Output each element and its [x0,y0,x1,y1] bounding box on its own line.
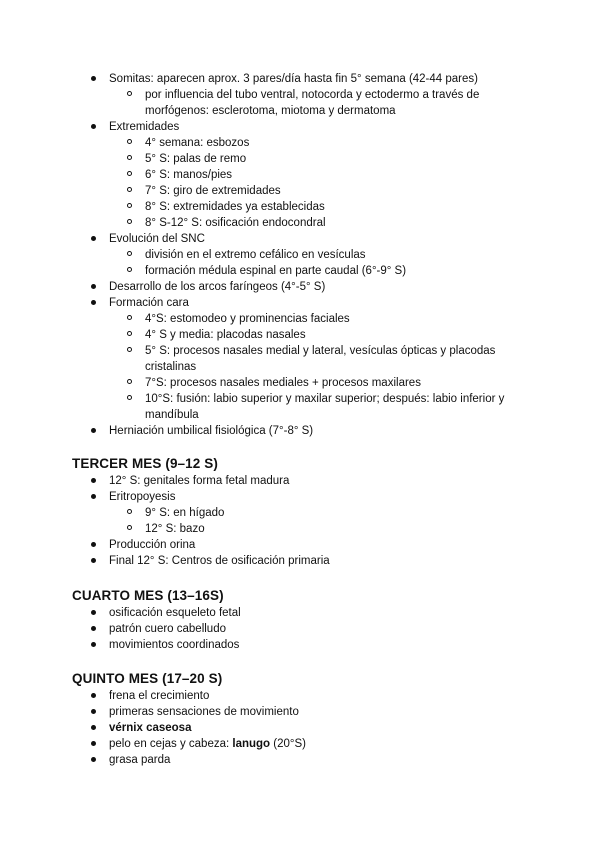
bullet-dot-icon [91,741,96,746]
item-text: 7°S: procesos nasales mediales + procesos maxilares [145,377,421,389]
bullet-circle-icon [127,219,132,224]
bullet-dot-icon [91,642,96,647]
list-item [109,720,600,736]
bullet-dot-icon [91,542,96,547]
bullet-circle-icon [127,347,132,352]
item-text: Eritropoyesis [109,491,176,503]
list-item [109,553,600,569]
sub-list-item [145,167,600,183]
section-heading: TERCER MES (9–12 S) [72,456,218,471]
bullet-list [0,473,600,569]
bullet-circle-icon [127,315,132,320]
sub-list [109,505,600,537]
sub-list-item [145,391,529,423]
item-text-bold: vérnix caseosa [109,722,192,734]
list-item [109,119,600,231]
list-item [109,231,600,279]
bullet-circle-icon [127,203,132,208]
sub-list-item [145,199,600,215]
item-text: 6° S: manos/pies [145,169,233,181]
bullet-circle-icon [127,509,132,514]
list-item [109,473,600,489]
list-item [109,537,600,553]
bullet-dot-icon [91,757,96,762]
bullet-dot-icon [91,626,96,631]
section-heading: QUINTO MES (17–20 S) [72,671,223,686]
sub-list-item [145,505,600,521]
item-text: Desarrollo de los arcos faríngeos (4°-5° S) [109,281,326,293]
bullet-dot-icon [91,284,96,289]
bullet-circle-icon [127,187,132,192]
bullet-dot-icon [91,725,96,730]
item-text: 4° semana: esbozos [145,137,250,149]
item-text: formación médula espinal en parte caudal (6°-9° S) [145,265,407,277]
item-text: 8° S-12° S: osificación endocondral [145,217,326,229]
bullet-circle-icon [127,267,132,272]
bullet-circle-icon [127,139,132,144]
list-item [109,605,600,621]
item-text: 10°S: fusión: labio superior y maxilar superior; después: labio inferior y mandíbula [145,393,505,421]
item-text: pelo en cejas y cabeza: [109,738,233,750]
item-text: división en el extremo cefálico en vesículas [145,249,366,261]
item-text: Final 12° S: Centros de osificación primaria [109,555,330,567]
sub-list [109,87,600,119]
sub-list-item [145,215,600,231]
bullet-circle-icon [127,155,132,160]
sub-list [109,311,600,423]
item-text: patrón cuero cabelludo [109,623,226,635]
bullet-dot-icon [91,428,96,433]
item-text: 9° S: en hígado [145,507,225,519]
bullet-dot-icon [91,236,96,241]
sub-list-item [145,375,600,391]
section-quinto-mes [0,670,600,768]
item-text: 4° S y media: placodas nasales [145,329,306,341]
item-text: primeras sensaciones de movimiento [109,706,299,718]
item-text: 7° S: giro de extremidades [145,185,281,197]
item-text: por influencia del tubo ventral, notocorda y ectodermo a través de morfógenos: esclerotoma, miotoma y dermatoma [145,89,480,117]
sub-list-item [145,343,529,375]
item-text-bold: lanugo [232,738,271,750]
item-text: movimientos coordinados [109,639,240,651]
bullet-dot-icon [91,610,96,615]
bullet-dot-icon [91,693,96,698]
list-item [109,637,600,653]
item-text: Somitas: aparecen aprox. 3 pares/día hasta fin 5° semana (42-44 pares) [109,73,478,85]
list-item [109,688,600,704]
sub-list-item [145,521,600,537]
bullet-circle-icon [127,331,132,336]
item-text: Evolución del SNC [109,233,205,245]
bullet-dot-icon [91,124,96,129]
list-item [109,752,600,768]
bullet-circle-icon [127,251,132,256]
item-text: 5° S: palas de remo [145,153,247,165]
bullet-dot-icon [91,478,96,483]
item-text: Formación cara [109,297,189,309]
sub-list [109,247,600,279]
list-item [109,621,600,637]
sub-list-item [145,247,600,263]
sub-list-item [145,183,600,199]
section-cuarto-mes [0,587,600,653]
item-text: 8° S: extremidades ya establecidas [145,201,325,213]
sub-list-item [145,263,600,279]
item-text: grasa parda [109,754,171,766]
bullet-dot-icon [91,709,96,714]
list-item [109,279,600,295]
bullet-dot-icon [91,300,96,305]
section-heading: CUARTO MES (13–16S) [72,588,224,603]
bullet-list [0,688,600,768]
list-item [109,736,600,752]
item-text: 12° S: genitales forma fetal madura [109,475,290,487]
bullet-circle-icon [127,395,132,400]
item-text: frena el crecimiento [109,690,210,702]
item-text: 5° S: procesos nasales medial y lateral, vesículas ópticas y placodas cristalinas [145,345,496,373]
bullet-dot-icon [91,494,96,499]
item-text: 12° S: bazo [145,523,205,535]
bullet-circle-icon [127,171,132,176]
sub-list [109,135,600,231]
section-continued [0,71,600,439]
section-tercer-mes [0,455,600,569]
bullet-circle-icon [127,91,132,96]
list-item [109,423,600,439]
item-text: Extremidades [109,121,180,133]
sub-list-item [145,327,600,343]
bullet-dot-icon [91,76,96,81]
list-item [109,489,600,537]
list-item [109,71,600,119]
bullet-list [0,71,600,439]
item-text: Herniación umbilical fisiológica (7°-8° S) [109,425,314,437]
sub-list-item [145,151,600,167]
sub-list-item [145,311,600,327]
bullet-circle-icon [127,379,132,384]
item-text: 4°S: estomodeo y prominencias faciales [145,313,350,325]
bullet-list [0,605,600,653]
list-item [109,295,600,423]
sub-list-item [145,87,515,119]
item-text: (20°S) [270,738,307,750]
item-text: osificación esqueleto fetal [109,607,241,619]
item-text: Producción orina [109,539,196,551]
list-item [109,704,600,720]
bullet-dot-icon [91,558,96,563]
bullet-circle-icon [127,525,132,530]
sub-list-item [145,135,600,151]
